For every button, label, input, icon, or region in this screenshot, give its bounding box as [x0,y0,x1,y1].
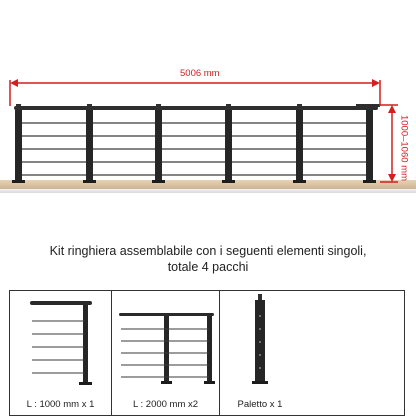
railing-illustration [0,0,416,200]
width-dimension-label: 5006 mm [180,68,220,79]
pack-cell-2000mm [111,291,219,415]
floor-edge [0,189,416,193]
height-dimension-line [380,105,398,182]
height-dimension-label: 1000–1060 mm [398,114,410,182]
width-dimension-line [10,79,380,106]
handrail [14,106,378,110]
kit-description-line-1: Kit ringhiera assemblabile con i seguenti elementi singoli, [49,244,367,258]
pack-label-post: Paletto x 1 [237,399,283,410]
railing-drawing [0,0,416,200]
pack-cell-post [219,291,404,415]
pack-label-2000mm: L : 2000 mm x2 [132,399,199,410]
kit-description [0,243,416,275]
pack-label-1000mm: L : 1000 mm x 1 [26,399,95,410]
cables [18,123,372,175]
pack-table [9,290,405,416]
floor-slab [0,180,416,189]
handrail-end [356,104,380,107]
pack-cell-1000mm [10,291,111,415]
posts [15,110,373,182]
kit-description-line-2: totale 4 pacchi [167,260,249,274]
